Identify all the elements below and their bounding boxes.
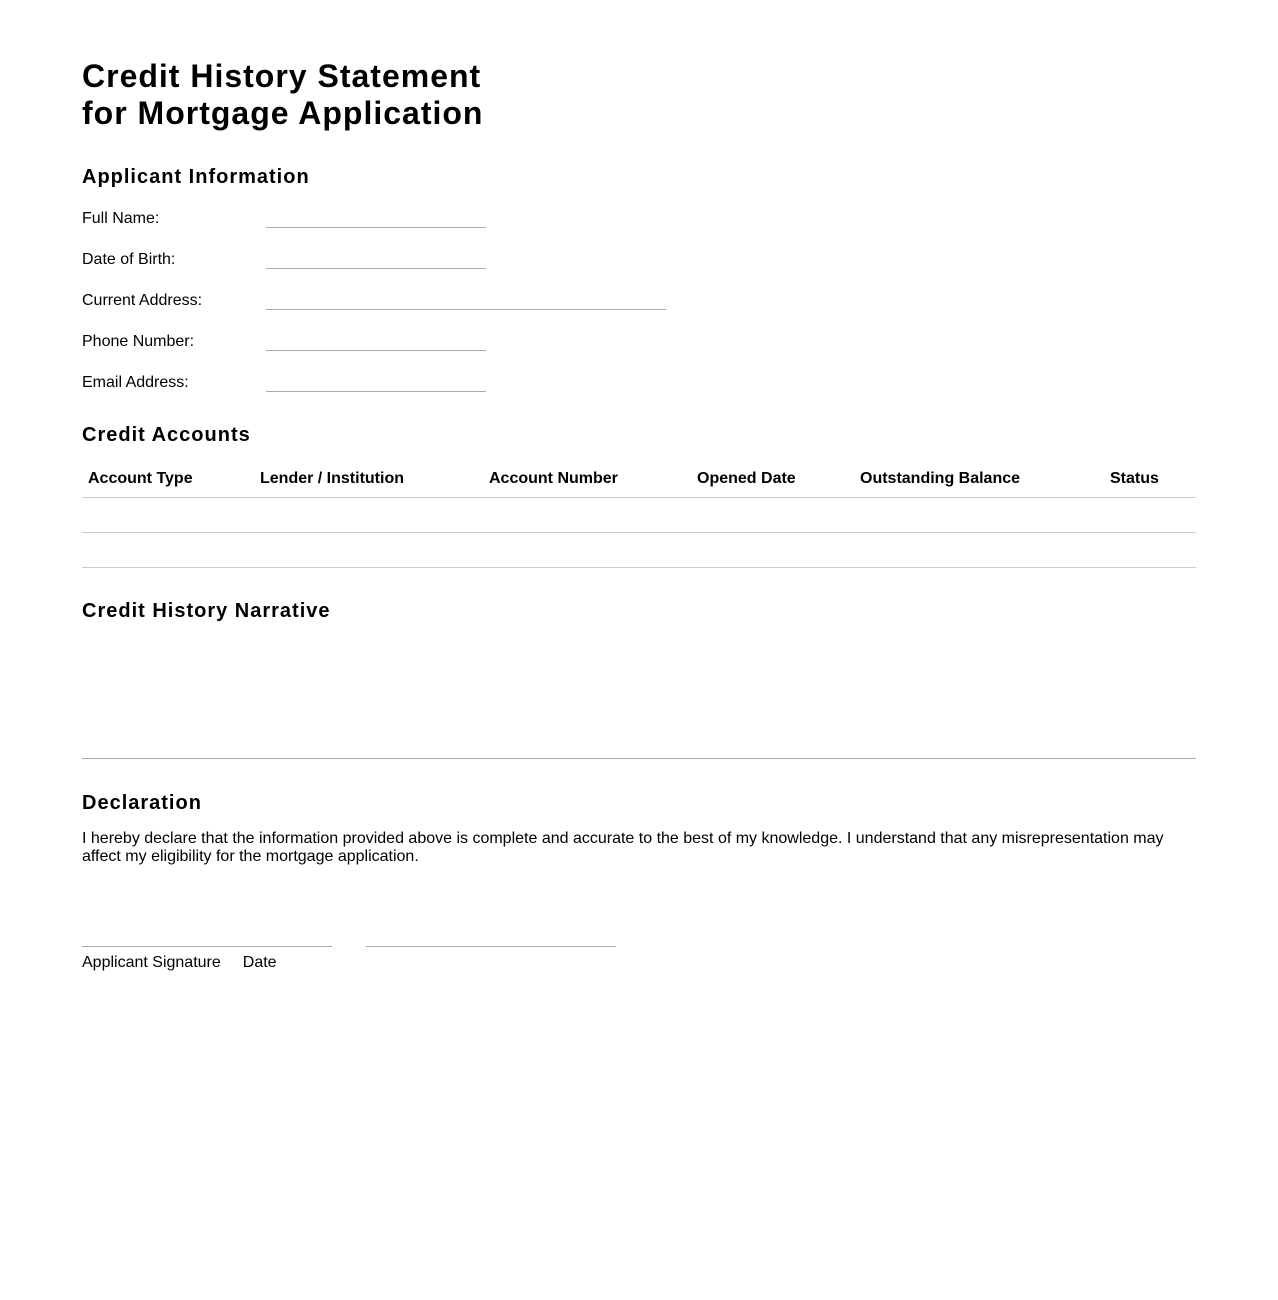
credit-history-narrative-field[interactable] — [82, 636, 1196, 759]
date-of-birth-row — [82, 250, 782, 274]
table-row — [82, 498, 1196, 533]
phone-number-field[interactable] — [266, 350, 486, 351]
title-line-1: Credit History Statement — [82, 58, 482, 94]
email-address-row — [82, 373, 782, 397]
column-header-outstanding-balance: Outstanding Balance — [854, 462, 1104, 498]
credit-history-narrative-heading: Credit History Narrative — [82, 600, 331, 622]
column-header-opened-date: Opened Date — [691, 462, 854, 498]
lender-institution-cell[interactable] — [254, 533, 483, 568]
opened-date-cell[interactable] — [691, 533, 854, 568]
current-address-field[interactable] — [266, 309, 666, 310]
column-header-account-number: Account Number — [483, 462, 691, 498]
account-number-cell[interactable] — [483, 533, 691, 568]
title-line-2: for Mortgage Application — [82, 95, 484, 131]
current-address-row — [82, 291, 782, 315]
column-header-account-type: Account Type — [82, 462, 254, 498]
current-address-label: Current Address: — [82, 292, 203, 309]
account-type-cell[interactable] — [82, 533, 254, 568]
signature-labels — [82, 953, 277, 973]
credit-accounts-table — [82, 462, 1196, 568]
outstanding-balance-cell[interactable] — [854, 498, 1104, 533]
lender-institution-cell[interactable] — [254, 498, 483, 533]
date-of-birth-label: Date of Birth: — [82, 251, 176, 268]
applicant-signature-label: Applicant Signature — [82, 954, 221, 971]
date-label: Date — [242, 954, 277, 971]
table-header-row — [82, 462, 1196, 498]
status-cell[interactable] — [1104, 498, 1196, 533]
full-name-row — [82, 209, 782, 233]
column-header-lender-institution: Lender / Institution — [254, 462, 483, 498]
credit-accounts-heading: Credit Accounts — [82, 424, 251, 446]
phone-number-label: Phone Number: — [82, 333, 195, 350]
status-cell[interactable] — [1104, 533, 1196, 568]
page-title — [82, 58, 522, 132]
date-signature-line[interactable] — [366, 946, 616, 947]
account-type-cell[interactable] — [82, 498, 254, 533]
email-address-label: Email Address: — [82, 374, 189, 391]
full-name-label: Full Name: — [82, 210, 160, 227]
applicant-signature-line[interactable] — [82, 946, 332, 947]
date-of-birth-field[interactable] — [266, 268, 486, 269]
declaration-text: I hereby declare that the information provided above is complete and accurate to the best of my knowledge. I understand that any misrepresentation may affect my eligibility for the mortgage application. — [82, 830, 1164, 865]
column-header-status: Status — [1104, 462, 1196, 498]
full-name-field[interactable] — [266, 227, 486, 228]
declaration-heading: Declaration — [82, 792, 202, 814]
phone-number-row — [82, 332, 782, 356]
email-address-field[interactable] — [266, 391, 486, 392]
opened-date-cell[interactable] — [691, 498, 854, 533]
account-number-cell[interactable] — [483, 498, 691, 533]
table-row — [82, 533, 1196, 568]
outstanding-balance-cell[interactable] — [854, 533, 1104, 568]
applicant-information-heading: Applicant Information — [82, 166, 310, 188]
